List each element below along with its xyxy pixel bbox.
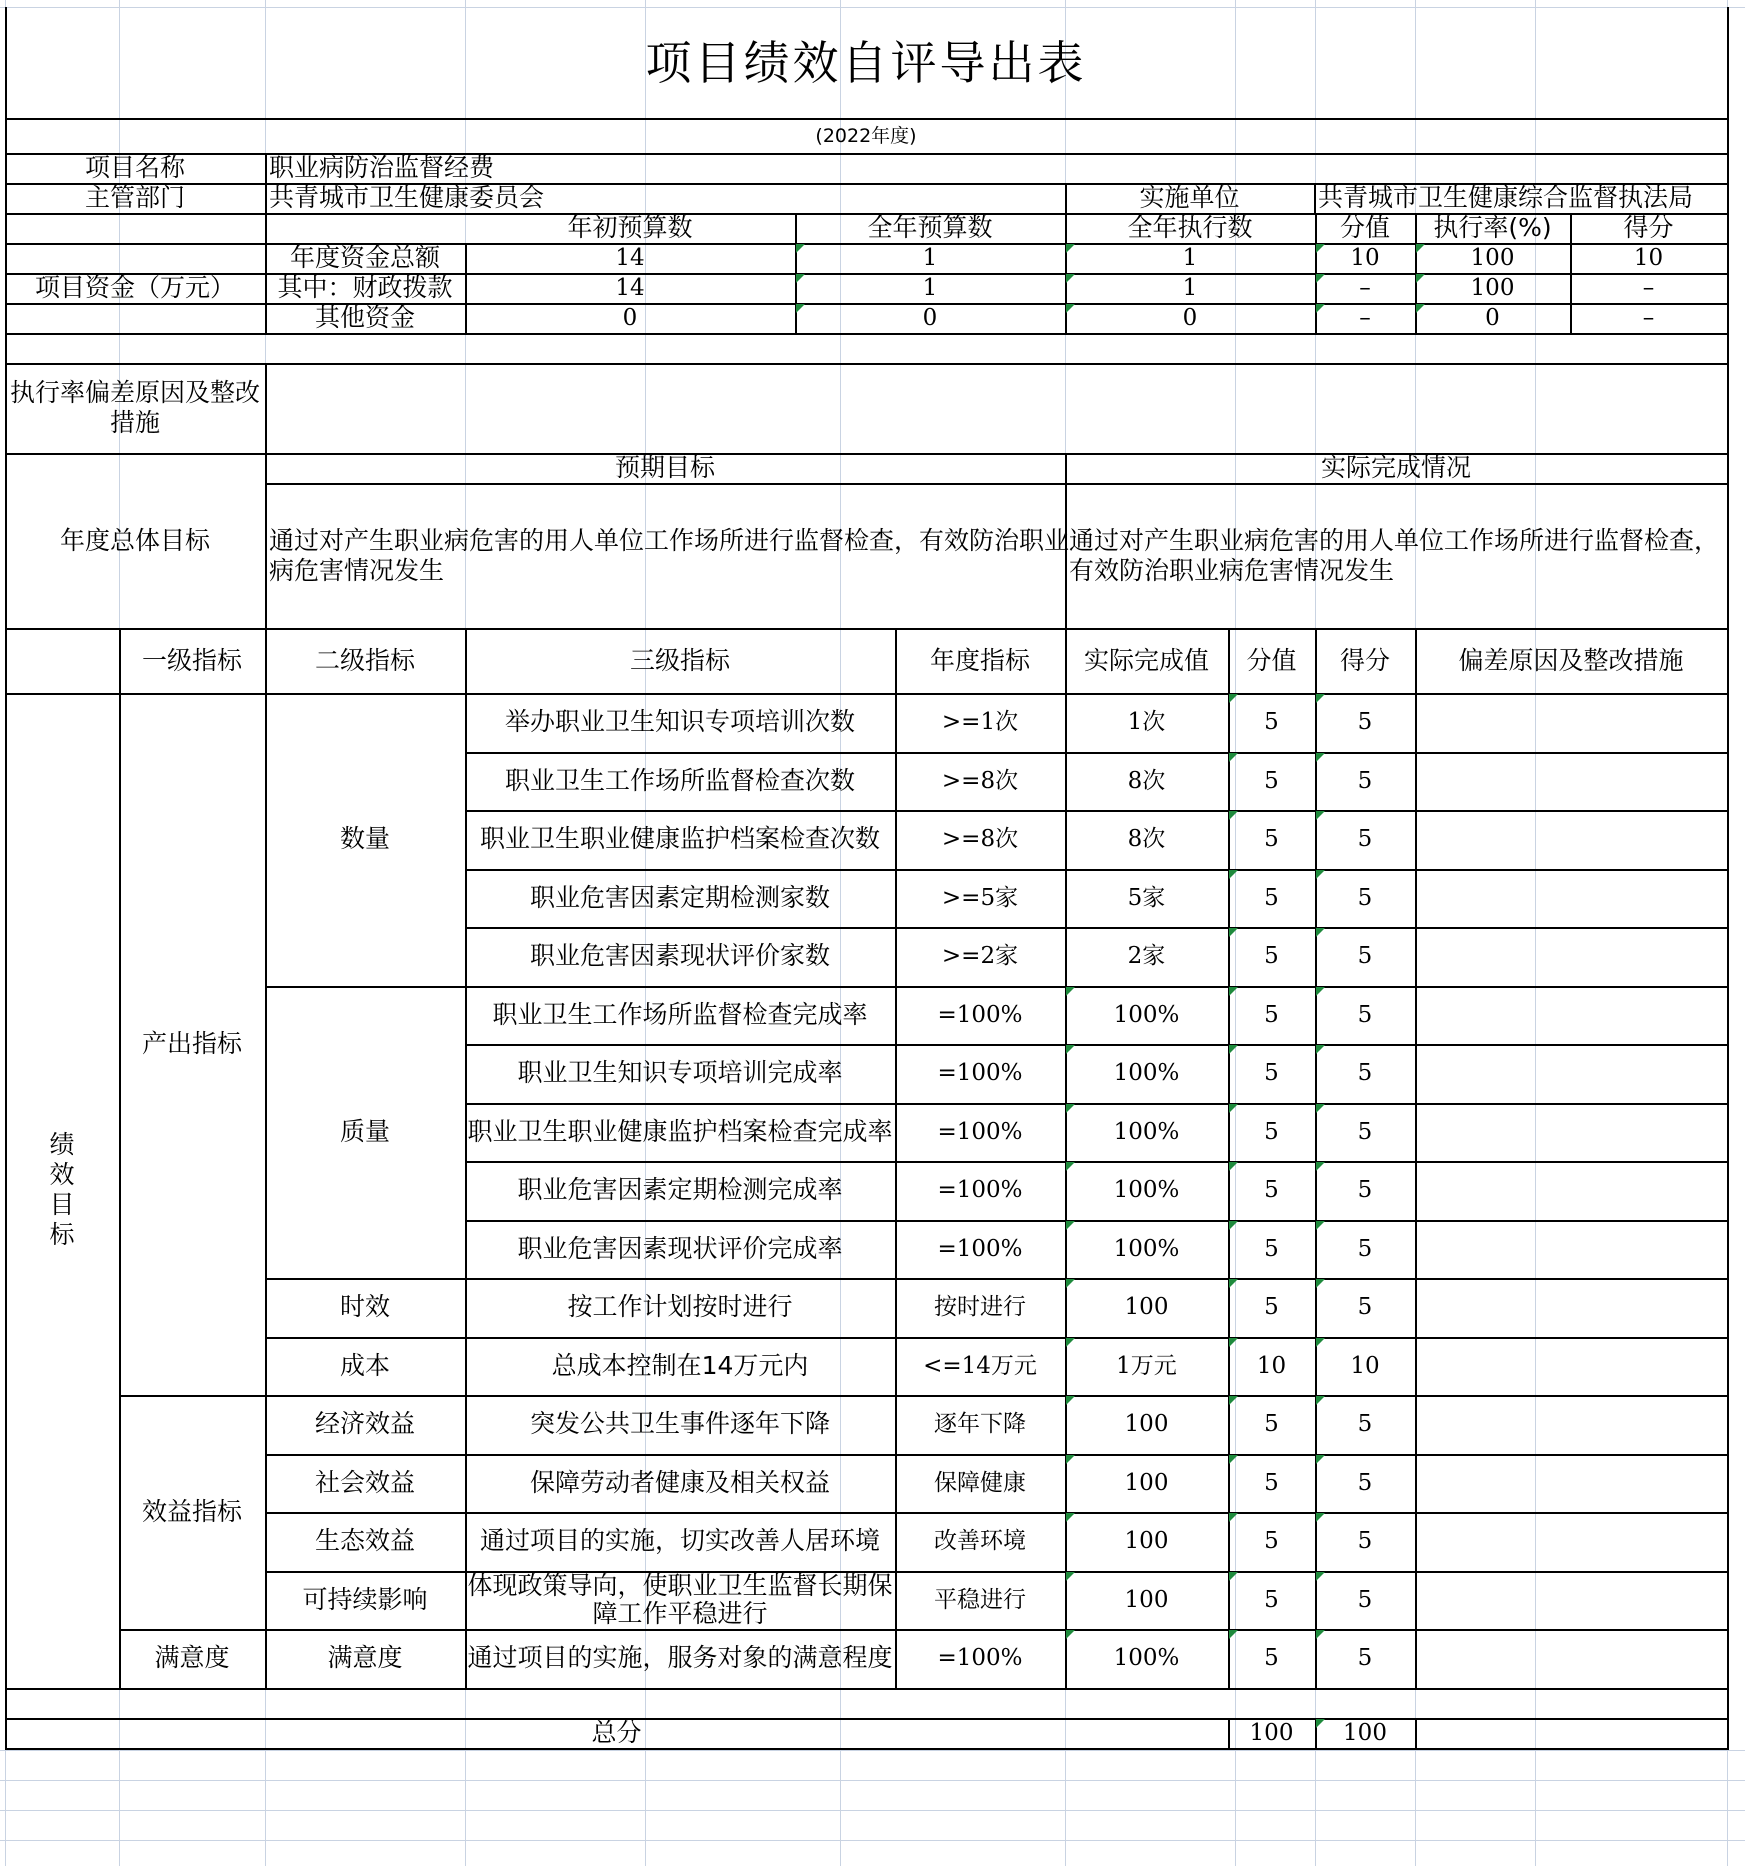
perf-got-cell: 5 [1357,1001,1373,1028]
perf-score-cell: 5 [1264,1469,1279,1496]
perf-l3-cell: 举办职业卫生知识专项培训次数 [504,707,855,737]
cell-comment-marker [1229,694,1238,703]
perf-got-cell: 10 [1350,1352,1380,1379]
cell-comment-marker [1229,811,1238,820]
level2-cell: 经济效益 [314,1409,415,1439]
perf-got-cell: 5 [1357,1586,1373,1613]
cell-comment-marker [796,274,805,283]
perf-actual-cell: 100% [1113,1118,1180,1145]
perf-actual-cell: 100% [1113,1235,1180,1262]
cell-comment-marker [1229,987,1238,996]
project-name-value: 职业病防治监督经费 [269,153,495,182]
cell-comment-marker [1316,1279,1325,1288]
level1-satisfaction: 满意度 [154,1643,230,1673]
perf-score-cell: 5 [1264,1060,1279,1087]
cell-comment-marker [1229,928,1238,937]
impl-value: 共青城市卫生健康综合监督执法局 [1318,183,1694,212]
perf-score-cell: 5 [1264,709,1279,736]
funds-score-value: – [1359,305,1371,331]
level1-output: 产出指标 [141,1029,242,1058]
deviation-label: 执行率偏差原因及整改措施 [9,378,260,437]
cell-comment-marker [1316,987,1325,996]
perf-actual-cell: 100 [1124,1469,1169,1496]
cell-comment-marker [1316,1221,1325,1230]
funds-got-value: – [1642,275,1655,301]
perf-target-cell: >=2家 [941,943,1019,970]
perf-l3-cell: 突发公共卫生事件逐年下降 [529,1409,830,1439]
funds-row-label: 年度资金总额 [289,243,440,272]
perf-l3-cell: 职业卫生工作场所监督检查次数 [504,765,855,795]
funds-init-value: 14 [615,245,645,271]
cell-comment-marker [1316,244,1325,253]
perf-target-cell: =100% [937,1001,1023,1028]
funds-rate-value: 100 [1470,275,1515,301]
perf-actual-cell: 100 [1124,1586,1169,1613]
perf-actual-cell: 100% [1113,1645,1180,1672]
cell-comment-marker [1316,753,1325,762]
perf-score-cell: 5 [1264,1118,1279,1145]
perf-got-cell: 5 [1357,1469,1373,1496]
perf-score-cell: 5 [1264,826,1279,853]
perf-actual-cell: 8次 [1127,826,1166,853]
cell-comment-marker [1316,274,1325,283]
funds-header: 全年预算数 [867,213,993,242]
total-score: 100 [1249,1719,1294,1746]
perf-score-cell: 5 [1264,1001,1279,1028]
cell-comment-marker [1316,694,1325,703]
perf-l3-cell: 保障劳动者健康及相关权益 [529,1467,830,1497]
perf-got-cell: 5 [1357,1060,1373,1087]
funds-header: 分值 [1339,213,1390,242]
perf-target-cell: 逐年下降 [934,1411,1026,1438]
cell-comment-marker [1066,1513,1075,1522]
cell-comment-marker [1416,244,1425,253]
perf-actual-cell: 100 [1124,1411,1169,1438]
funds-row-label: 其中：财政拨款 [277,273,453,302]
level2-cell: 质量 [339,1116,390,1146]
grid-row-line [0,1810,1745,1811]
actual-goal-text: 通过对产生职业病危害的用人单位工作场所进行监督检查，有效防治职业病危害情况发生 [1069,525,1720,585]
funds-exec-value: 1 [1182,275,1198,301]
perf-target-cell: 平稳进行 [934,1586,1026,1613]
perf-l3-cell: 通过项目的实施，服务对象的满意程度 [467,1643,893,1673]
perf-target-cell: =100% [937,1060,1023,1087]
cell-comment-marker [1066,1045,1075,1054]
impl-label: 实施单位 [1139,183,1240,212]
total-label: 总分 [591,1717,642,1747]
cell-comment-marker [1066,987,1075,996]
funds-exec-value: 0 [1182,305,1198,331]
cell-comment-marker [1066,1221,1075,1230]
grid-row-line [0,1840,1745,1841]
perf-side-label: 绩效目标 [49,1130,75,1250]
cell-comment-marker [1229,1162,1238,1171]
perf-target-cell: >=8次 [941,767,1019,794]
level1-benefit: 效益指标 [141,1497,242,1526]
cell-comment-marker [1229,870,1238,879]
cell-comment-marker [1316,304,1325,313]
perf-target-cell: >=5家 [941,884,1019,911]
cell-comment-marker [1316,1338,1325,1347]
perf-actual-cell: 100 [1124,1294,1169,1321]
funds-full-value: 1 [922,275,938,301]
funds-rate-value: 0 [1485,305,1500,331]
cell-comment-marker [1229,1279,1238,1288]
cell-comment-marker [1066,1630,1075,1639]
funds-score-value: 10 [1350,245,1380,271]
funds-full-value: 0 [922,305,938,331]
report-year: (2022年度) [815,124,917,147]
perf-l3-cell: 总成本控制在14万元内 [551,1350,809,1380]
table-border [1727,7,1729,1750]
table-border [5,1688,1729,1690]
funds-header: 年初预算数 [567,213,693,242]
perf-score-cell: 5 [1264,767,1279,794]
grid-row-line [0,1750,1745,1751]
cell-comment-marker [1066,1104,1075,1113]
funds-header: 全年执行数 [1127,213,1253,242]
cell-comment-marker [1066,1338,1075,1347]
level2-cell: 时效 [339,1292,390,1322]
cell-comment-marker [1316,1162,1325,1171]
perf-got-cell: 5 [1357,1235,1373,1262]
perf-score-cell: 5 [1264,943,1279,970]
funds-init-value: 14 [615,275,645,301]
perf-target-cell: <=14万元 [923,1352,1037,1379]
perf-got-cell: 5 [1357,1294,1373,1321]
perf-score-cell: 5 [1264,1528,1279,1555]
perf-score-cell: 5 [1264,1645,1279,1672]
cell-comment-marker [1316,928,1325,937]
cell-comment-marker [1316,1396,1325,1405]
cell-comment-marker [1416,274,1425,283]
perf-l3-cell: 职业卫生职业健康监护档案检查次数 [479,824,880,854]
funds-row-label: 其他资金 [314,303,415,332]
perf-got-cell: 5 [1357,943,1373,970]
cell-comment-marker [1229,1513,1238,1522]
perf-got-cell: 5 [1357,1528,1373,1555]
perf-got-cell: 5 [1357,1411,1373,1438]
perf-header: 三级指标 [629,645,730,675]
cell-comment-marker [1316,1104,1325,1113]
perf-header: 得分 [1339,645,1390,675]
cell-comment-marker [1229,1045,1238,1054]
cell-comment-marker [1066,1162,1075,1171]
perf-actual-cell: 1万元 [1116,1352,1177,1379]
perf-score-cell: 10 [1256,1352,1287,1379]
funds-got-value: 10 [1633,245,1664,271]
cell-comment-marker [1229,1338,1238,1347]
cell-comment-marker [1316,1045,1325,1054]
level2-cell: 成本 [339,1350,390,1380]
perf-got-cell: 5 [1357,884,1373,911]
perf-got-cell: 5 [1357,1118,1373,1145]
perf-header: 分值 [1246,645,1297,675]
perf-l3-cell: 职业危害因素定期检测完成率 [517,1175,843,1205]
annual-goal-label: 年度总体目标 [59,525,210,555]
cell-comment-marker [1229,1572,1238,1581]
cell-comment-marker [1066,304,1075,313]
perf-target-cell: =100% [937,1177,1023,1204]
perf-l3-cell: 职业危害因素现状评价完成率 [517,1233,843,1263]
perf-target-cell: =100% [937,1645,1023,1672]
table-border [5,1748,1729,1750]
expected-goal-header: 预期目标 [614,453,715,482]
level2-cell: 社会效益 [314,1467,415,1497]
cell-comment-marker [1229,1455,1238,1464]
cell-comment-marker [1416,304,1425,313]
perf-score-cell: 5 [1264,1411,1279,1438]
cell-comment-marker [1316,1513,1325,1522]
cell-comment-marker [1229,1104,1238,1113]
perf-got-cell: 5 [1357,826,1373,853]
cell-comment-marker [1066,244,1075,253]
funds-label: 项目资金（万元） [34,273,235,302]
perf-score-cell: 5 [1264,1235,1279,1262]
funds-got-value: – [1642,305,1655,331]
funds-score-value: – [1359,275,1371,301]
cell-comment-marker [1066,274,1075,283]
perf-l3-cell: 通过项目的实施，切实改善人居环境 [479,1526,880,1556]
perf-actual-cell: 100% [1113,1060,1180,1087]
perf-score-cell: 5 [1264,1177,1279,1204]
perf-actual-cell: 100 [1124,1528,1169,1555]
perf-target-cell: =100% [937,1235,1023,1262]
perf-l3-cell: 职业危害因素现状评价家数 [529,941,830,971]
perf-header: 偏差原因及整改措施 [1458,645,1684,675]
total-got: 100 [1343,1719,1387,1746]
perf-score-cell: 5 [1264,1294,1279,1321]
report-title: 项目绩效自评导出表 [645,35,1087,90]
table-border [1415,1718,1417,1748]
table-border [5,333,1729,335]
perf-target-cell: >=1次 [941,709,1019,736]
perf-target-cell: 保障健康 [934,1469,1026,1496]
perf-l3-cell: 体现政策导向，使职业卫生监督长期保障工作平稳进行 [467,1570,893,1628]
perf-got-cell: 5 [1357,709,1373,736]
cell-comment-marker [1316,1572,1325,1581]
perf-target-cell: 按时进行 [934,1294,1026,1321]
perf-score-cell: 5 [1264,884,1279,911]
perf-actual-cell: 5家 [1127,884,1166,911]
cell-comment-marker [1229,1396,1238,1405]
funds-rate-value: 100 [1470,245,1515,271]
cell-comment-marker [1316,1719,1325,1728]
project-name-label: 项目名称 [84,153,185,182]
cell-comment-marker [1066,1279,1075,1288]
perf-actual-cell: 2家 [1127,943,1166,970]
perf-target-cell: 改善环境 [934,1528,1026,1555]
cell-comment-marker [1229,1221,1238,1230]
cell-comment-marker [796,304,805,313]
table-border [1415,628,1417,1688]
funds-header: 得分 [1623,213,1674,242]
perf-header: 一级指标 [141,645,242,675]
perf-l3-cell: 职业卫生知识专项培训完成率 [517,1058,843,1088]
grid-row-line [0,1780,1745,1781]
perf-actual-cell: 8次 [1127,767,1166,794]
perf-score-cell: 5 [1264,1586,1279,1613]
perf-target-cell: =100% [937,1118,1023,1145]
perf-header: 二级指标 [314,645,415,675]
cell-comment-marker [1316,1630,1325,1639]
funds-header: 执行率(%) [1433,213,1552,242]
perf-l3-cell: 职业危害因素定期检测家数 [529,882,830,912]
cell-comment-marker [796,244,805,253]
cell-comment-marker [1229,753,1238,762]
cell-comment-marker [1316,870,1325,879]
perf-l3-cell: 职业卫生职业健康监护档案检查完成率 [467,1116,893,1146]
perf-got-cell: 5 [1357,767,1373,794]
cell-comment-marker [1316,811,1325,820]
actual-goal-header: 实际完成情况 [1320,453,1471,482]
perf-header: 实际完成值 [1083,645,1209,675]
perf-got-cell: 5 [1357,1645,1373,1672]
expected-goal-text: 通过对产生职业病危害的用人单位工作场所进行监督检查，有效防治职业病危害情况发生 [269,525,1070,585]
level2-cell: 生态效益 [314,1526,415,1556]
dept-label: 主管部门 [84,183,185,212]
perf-target-cell: >=8次 [941,826,1019,853]
perf-l3-cell: 按工作计划按时进行 [567,1292,793,1322]
cell-comment-marker [1229,1630,1238,1639]
perf-actual-cell: 100% [1113,1177,1180,1204]
cell-comment-marker [1316,1455,1325,1464]
perf-actual-cell: 1次 [1127,709,1166,736]
cell-comment-marker [1066,1396,1075,1405]
perf-l3-cell: 职业卫生工作场所监督检查完成率 [492,999,868,1029]
perf-got-cell: 5 [1357,1177,1373,1204]
perf-actual-cell: 100% [1113,1001,1180,1028]
level2-cell: 数量 [339,824,390,854]
funds-full-value: 1 [922,245,938,271]
dept-value: 共青城市卫生健康委员会 [269,183,545,212]
perf-header: 年度指标 [929,645,1030,675]
level2-cell: 可持续影响 [302,1584,428,1614]
cell-comment-marker [1066,1572,1075,1581]
level2-cell: 满意度 [327,1643,403,1673]
funds-exec-value: 1 [1182,245,1198,271]
cell-comment-marker [1066,1455,1075,1464]
funds-init-value: 0 [622,305,638,331]
